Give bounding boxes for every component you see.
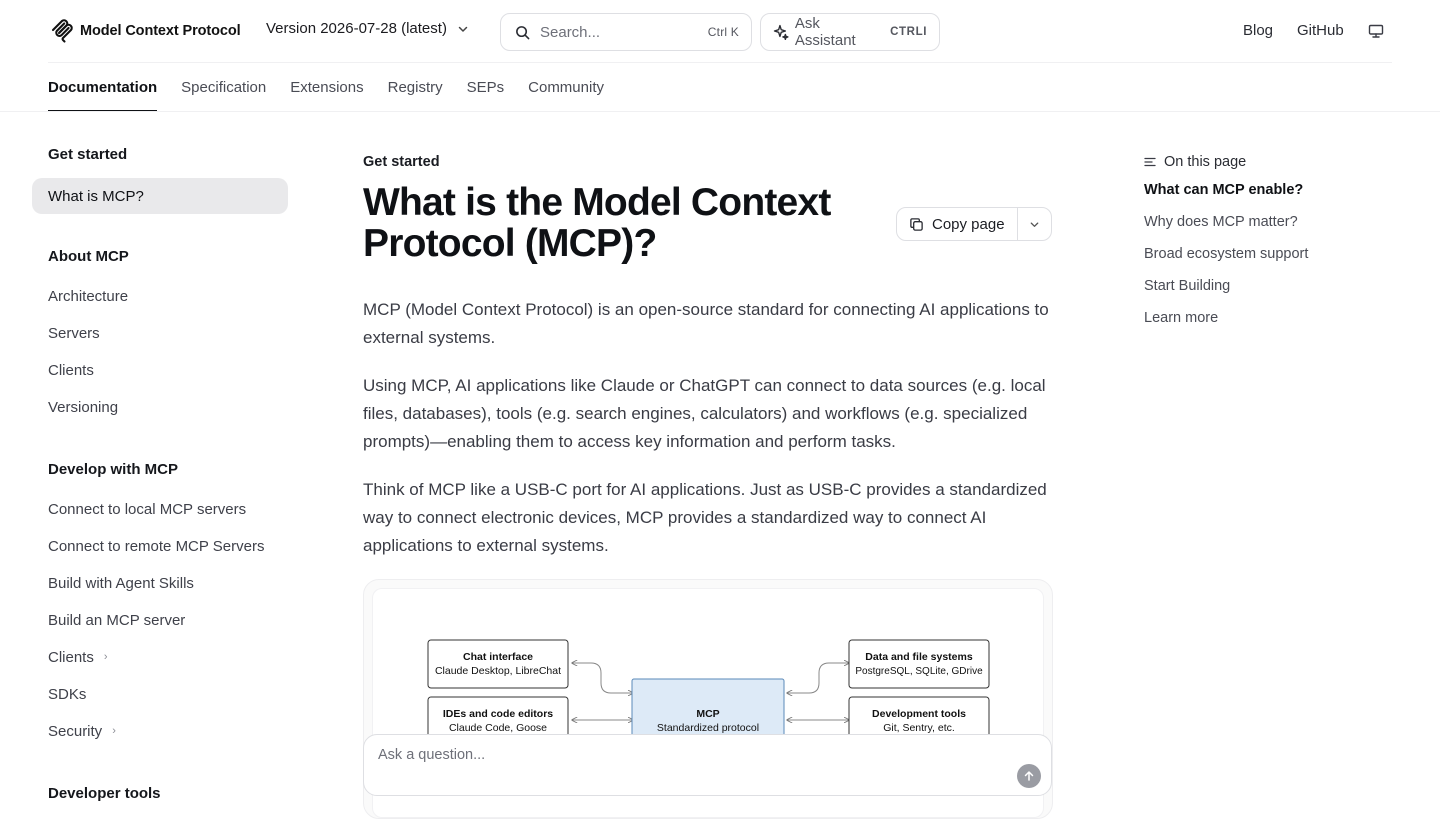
sidebar-item-label: Servers — [48, 324, 100, 342]
chat-interface-sub: Claude Desktop, LibreChat — [434, 665, 562, 677]
tab-registry[interactable]: Registry — [387, 78, 443, 96]
sidebar-item-dev-clients[interactable] — [32, 639, 288, 675]
copy-page-menu-button[interactable] — [1018, 219, 1051, 230]
sidebar-section-develop: Develop with MCP — [48, 461, 179, 478]
toc-item-why-mcp-matters[interactable]: Why does MCP matter? — [1144, 214, 1298, 230]
chevron-right-icon: › — [112, 725, 116, 737]
version-selector[interactable] — [266, 20, 469, 37]
data-systems-box — [849, 640, 989, 688]
ask-question-input[interactable] — [378, 744, 978, 766]
sidebar-item-label: Connect to remote MCP Servers — [48, 537, 265, 555]
sidebar-item-what-is-mcp[interactable] — [32, 178, 288, 214]
top-nav-tabs — [48, 62, 628, 112]
sidebar-item-connect-local[interactable] — [32, 491, 288, 527]
sidebar-section-about-mcp: About MCP — [48, 248, 129, 265]
chevron-down-icon — [1029, 219, 1040, 230]
send-button[interactable] — [1017, 764, 1041, 788]
tab-seps[interactable]: SEPs — [466, 78, 505, 96]
sidebar-item-build-server[interactable] — [32, 602, 288, 638]
sidebar-item-label: Clients — [48, 361, 94, 379]
tab-documentation[interactable]: Documentation — [48, 62, 157, 112]
search-placeholder: Search... — [540, 23, 601, 41]
toc-item-start-building[interactable]: Start Building — [1144, 278, 1231, 294]
mcp-center-title: MCP — [696, 708, 720, 720]
search-box[interactable] — [500, 13, 752, 51]
dev-tools-sub: Git, Sentry, etc. — [883, 722, 955, 734]
sidebar-item-label: What is MCP? — [48, 187, 144, 205]
github-link[interactable]: GitHub — [1297, 22, 1344, 39]
sidebar-item-architecture[interactable] — [32, 278, 288, 314]
tab-community[interactable]: Community — [528, 78, 604, 96]
connector-chat-mcp — [572, 663, 633, 693]
data-systems-title: Data and file systems — [865, 651, 973, 663]
sidebar-section-get-started: Get started — [48, 146, 128, 163]
tab-extensions[interactable]: Extensions — [290, 78, 364, 96]
toc-header — [1144, 154, 1246, 170]
sidebar-item-label: Connect to local MCP servers — [48, 500, 247, 518]
tab-specification[interactable]: Specification — [181, 78, 267, 96]
sidebar-item-label: Security — [48, 722, 103, 740]
sidebar-item-connect-remote[interactable] — [32, 528, 288, 564]
sidebar-item-label: Build with Agent Skills — [48, 574, 194, 592]
chat-interface-title: Chat interface — [462, 651, 534, 663]
ask-question-bar — [363, 734, 1052, 796]
toc-item-what-can-mcp-enable[interactable]: What can MCP enable? — [1144, 182, 1304, 198]
list-icon — [1144, 156, 1156, 168]
copy-icon — [909, 217, 924, 232]
toc-item-ecosystem[interactable]: Broad ecosystem support — [1144, 246, 1309, 262]
blog-link[interactable]: Blog — [1243, 22, 1274, 39]
breadcrumb: Get started — [363, 154, 440, 170]
sidebar-item-label: Clients — [48, 648, 94, 666]
ask-assistant-button[interactable] — [760, 13, 940, 51]
logo[interactable] — [50, 18, 241, 44]
intro-paragraph: MCP (Model Context Protocol) is an open-source standard for connecting AI applications to external systems. — [363, 300, 1049, 347]
sidebar-item-versioning[interactable] — [32, 389, 288, 425]
mcp-logo-icon — [50, 18, 74, 44]
usage-paragraph: Using MCP, AI applications like Claude or ChatGPT can connect to data sources (e.g. local files, databases), tools (e.g. search engines, calculators) and workflows (e.g. specialized prompts)—enabling them to access key information and perform tasks. — [363, 376, 1046, 451]
chevron-right-icon: › — [103, 651, 108, 663]
data-systems-sub: PostgreSQL, SQLite, GDrive — [855, 666, 983, 677]
toc-item-learn-more[interactable]: Learn more — [1144, 310, 1219, 326]
ide-editors-title: IDEs and code editors — [442, 708, 554, 720]
sidebar-item-agent-skills[interactable] — [32, 565, 288, 601]
sidebar-item-label: Versioning — [48, 398, 119, 416]
ask-assistant-label: Ask Assistant — [794, 15, 856, 49]
copy-page-group — [896, 207, 1052, 241]
search-icon — [515, 25, 530, 40]
search-shortcut: Ctrl K — [707, 25, 739, 39]
assistant-shortcut: CTRLI — [890, 26, 927, 38]
monitor-icon[interactable] — [1368, 23, 1384, 39]
copy-page-button[interactable] — [897, 208, 1018, 240]
sidebar-section-developer-tools: Developer tools — [48, 785, 161, 802]
toc-title: On this page — [1164, 154, 1247, 170]
tabs-divider — [0, 111, 1440, 112]
version-label: Version 2026-07-28 (latest) — [266, 20, 447, 37]
copy-page-label: Copy page — [932, 215, 1005, 233]
chevron-down-icon — [457, 23, 469, 35]
arrow-up-icon — [1023, 770, 1035, 782]
sidebar-item-label: SDKs — [48, 685, 87, 703]
sidebar-item-clients[interactable] — [32, 352, 288, 388]
chat-interface-box — [428, 640, 568, 688]
mcp-center-sub: Standardized protocol — [656, 722, 760, 734]
logo-text: Model Context Protocol — [80, 23, 241, 39]
sidebar-item-label: Architecture — [48, 287, 129, 305]
connector-mcp-data — [787, 663, 849, 693]
dev-tools-title: Development tools — [872, 708, 966, 720]
page-title: What is the Model Context Protocol (MCP)? — [363, 181, 831, 265]
ide-editors-sub: Claude Code, Goose — [448, 722, 548, 734]
sidebar-item-security[interactable] — [32, 713, 288, 749]
sparkle-icon — [773, 24, 789, 40]
usb-c-paragraph: Think of MCP like a USB-C port for AI applications. Just as USB-C provides a standardized way to connect electronic devices, MCP provides a standardized way to connect AI applications to external systems. — [363, 480, 1047, 555]
sidebar-item-label: Build an MCP server — [48, 611, 186, 629]
sidebar-item-servers[interactable] — [32, 315, 288, 351]
top-header — [0, 0, 1440, 62]
sidebar-item-sdks[interactable] — [32, 676, 288, 712]
